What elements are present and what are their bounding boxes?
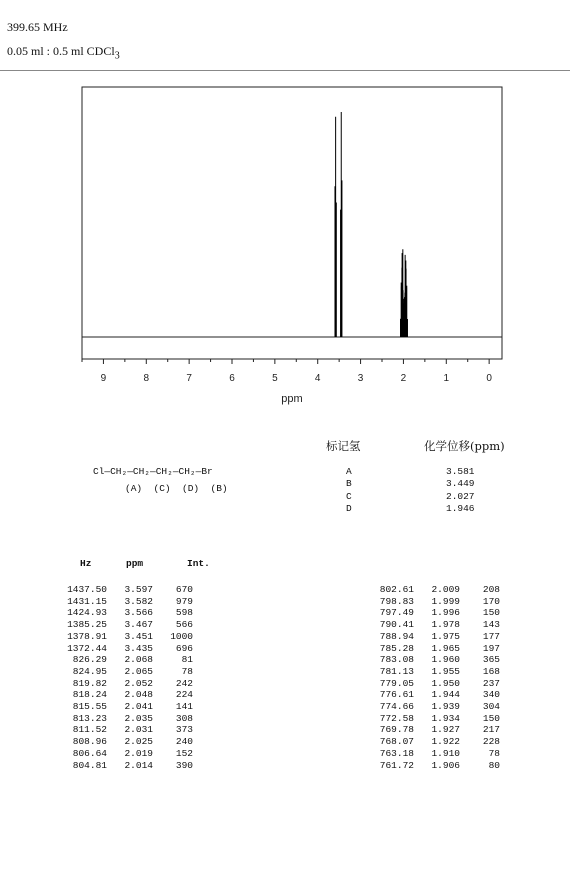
- col-header-int: Int.: [187, 558, 210, 569]
- nmr-spectrum-chart: [0, 0, 570, 420]
- peak-int: 304: [482, 701, 500, 713]
- peak-row: [50, 619, 193, 631]
- peak-hz: 788.94: [379, 630, 414, 642]
- x-tick-label: 8: [143, 373, 150, 384]
- peak-int: 237: [482, 677, 500, 689]
- x-tick-label: 9: [100, 373, 107, 384]
- spectrum-peaks: [335, 112, 407, 337]
- peak-int: 308: [175, 712, 193, 724]
- peak-hz: 776.61: [379, 689, 414, 701]
- shift-row-value: 1.946: [446, 502, 475, 514]
- peak-ppm: 2.035: [124, 712, 153, 724]
- solvent-subscript: 3: [114, 50, 120, 62]
- peak-row: [357, 654, 500, 666]
- peak-ppm: 2.048: [124, 689, 153, 701]
- peak-int: 152: [175, 747, 193, 759]
- peak-row: [50, 584, 193, 596]
- peak-ppm: 2.068: [124, 654, 153, 666]
- shift-header-label: 标记氢: [326, 439, 361, 453]
- peak-ppm: 1.978: [431, 619, 460, 631]
- peak-row: [50, 631, 193, 643]
- peak-row: [357, 724, 500, 736]
- peak-ppm: 1.939: [431, 701, 460, 713]
- x-tick-labels: [101, 373, 493, 384]
- peak-row: [357, 596, 500, 608]
- peak-int: 598: [175, 607, 193, 619]
- peak-hz: 804.81: [72, 759, 107, 771]
- peak-int: 168: [482, 665, 500, 677]
- peak-list-left: [50, 584, 193, 771]
- peak-ppm: 2.014: [124, 759, 153, 771]
- peak-int: 1000: [170, 630, 193, 642]
- peak-row: [50, 701, 193, 713]
- shift-row-label: D: [346, 502, 352, 514]
- peak-row: [357, 701, 500, 713]
- peak-ppm: 1.955: [431, 665, 460, 677]
- peak-int: 224: [175, 689, 193, 701]
- peak-row: [50, 713, 193, 725]
- peak-hz: 819.82: [72, 677, 107, 689]
- peak-hz: 813.23: [72, 712, 107, 724]
- peak-ppm: 2.041: [124, 701, 153, 713]
- peak-int: 696: [175, 642, 193, 654]
- spectrometer-frequency: 399.65 MHz: [7, 20, 68, 34]
- shift-row-label: B: [346, 478, 352, 490]
- peak-hz: 1385.25: [67, 619, 107, 631]
- peak-int: 242: [175, 677, 193, 689]
- peak-ppm: 1.934: [431, 712, 460, 724]
- peak-hz: 811.52: [72, 724, 107, 736]
- peak-row: [50, 724, 193, 736]
- x-tick-label: 6: [229, 373, 235, 384]
- x-tick-label: 4: [314, 373, 321, 384]
- peak-row: [357, 760, 500, 772]
- peak-int: 197: [482, 642, 500, 654]
- peak-ppm: 3.597: [124, 584, 153, 595]
- peak-hz: 818.24: [72, 689, 107, 701]
- peak-hz: 774.66: [379, 701, 414, 713]
- x-tick-label: 5: [272, 373, 278, 384]
- peak-row: [50, 760, 193, 772]
- col-header-hz: Hz: [80, 558, 92, 569]
- sample-solvent: 0.05 ml : 0.5 ml CDCl: [7, 44, 115, 58]
- x-tick-label: 1: [443, 373, 450, 384]
- peak-hz: 763.18: [379, 747, 414, 759]
- peak-row: [50, 736, 193, 748]
- peak-row: [357, 631, 500, 643]
- peak-row: [50, 654, 193, 666]
- peak-ppm: 1.975: [431, 630, 460, 642]
- peak-row: [357, 689, 500, 701]
- peak-int: 150: [482, 607, 500, 619]
- peak-int: 177: [482, 630, 500, 642]
- x-tick-label: 7: [186, 373, 192, 384]
- peak-row: [357, 666, 500, 678]
- x-tick-label: 3: [357, 373, 364, 384]
- peak-row: [50, 607, 193, 619]
- peak-int: 228: [482, 736, 500, 748]
- peak-row: [357, 607, 500, 619]
- peak-ppm: 2.065: [124, 665, 153, 677]
- peak-int: 81: [181, 654, 193, 666]
- peak-hz: 824.95: [72, 665, 107, 677]
- shift-row-value: 3.581: [446, 466, 475, 477]
- peak-int: 150: [482, 712, 500, 724]
- peak-row: [50, 678, 193, 690]
- peak-row: [50, 689, 193, 701]
- peak-hz: 798.83: [379, 595, 414, 607]
- peak-ppm: 1.996: [431, 607, 460, 619]
- peak-hz: 1424.93: [67, 607, 107, 619]
- plot-frame: [82, 87, 502, 359]
- peak-ppm: 1.965: [431, 642, 460, 654]
- peak-ppm: 1.906: [431, 759, 460, 771]
- peak-hz: 769.78: [379, 724, 414, 736]
- peak-hz: 779.05: [379, 677, 414, 689]
- peak-int: 141: [175, 701, 193, 713]
- molecule-formula: Cl—CH₂—CH₂—CH₂—CH₂—Br: [93, 466, 213, 477]
- peak-row: [50, 596, 193, 608]
- peak-hz: 772.58: [379, 712, 414, 724]
- peak-row: [357, 713, 500, 725]
- peak-int: 78: [181, 665, 193, 677]
- peak-int: 240: [175, 736, 193, 748]
- peak-ppm: 1.960: [431, 654, 460, 666]
- peak-row: [357, 643, 500, 655]
- peak-row: [357, 748, 500, 760]
- peak-row: [357, 584, 500, 596]
- peak-hz: 768.07: [379, 736, 414, 748]
- peak-int: 390: [175, 759, 193, 771]
- peak-row: [50, 643, 193, 655]
- peak-row: [50, 666, 193, 678]
- peak-hz: 815.55: [72, 701, 107, 713]
- molecule-hydrogen-labels: (A) (C) (D) (B): [125, 483, 228, 494]
- peak-int: 143: [482, 619, 500, 631]
- peak-ppm: 1.922: [431, 736, 460, 748]
- shift-row-label: A: [346, 466, 352, 477]
- peak-row: [357, 736, 500, 748]
- peak-hz: 802.61: [379, 584, 414, 595]
- peak-int: 170: [482, 595, 500, 607]
- peak-ppm: 2.025: [124, 736, 153, 748]
- peak-hz: 785.28: [379, 642, 414, 654]
- shift-header-ppm: 化学位移(ppm): [424, 439, 505, 453]
- peak-ppm: 2.009: [431, 584, 460, 595]
- col-header-ppm: ppm: [126, 558, 144, 569]
- peak-hz: 781.13: [379, 665, 414, 677]
- peak-ppm: 1.944: [431, 689, 460, 701]
- peak-ppm: 1.950: [431, 677, 460, 689]
- x-tick-label: 2: [400, 373, 407, 384]
- peak-ppm: 1.927: [431, 724, 460, 736]
- peak-ppm: 3.566: [124, 607, 153, 619]
- peak-hz: 761.72: [379, 759, 414, 771]
- peak-int: 670: [175, 584, 193, 595]
- peak-hz: 1372.44: [67, 642, 107, 654]
- peak-ppm: 2.019: [124, 747, 153, 759]
- peak-ppm: 1.999: [431, 595, 460, 607]
- peak-int: 373: [175, 724, 193, 736]
- peak-ppm: 3.435: [124, 642, 153, 654]
- peak-int: 365: [482, 654, 500, 666]
- peak-int: 78: [488, 747, 500, 759]
- x-axis-label: ppm: [281, 393, 303, 405]
- peak-hz: 826.29: [72, 654, 107, 666]
- peak-int: 80: [488, 759, 500, 771]
- peak-ppm: 3.467: [124, 619, 153, 631]
- peak-hz: 1378.91: [67, 630, 107, 642]
- peak-hz: 790.41: [379, 619, 414, 631]
- peak-hz: 797.49: [379, 607, 414, 619]
- peak-hz: 1437.50: [67, 584, 107, 595]
- peak-hz: 808.96: [72, 736, 107, 748]
- peak-row: [357, 619, 500, 631]
- peak-int: 566: [175, 619, 193, 631]
- peak-ppm: 2.031: [124, 724, 153, 736]
- peak-ppm: 1.910: [431, 747, 460, 759]
- peak-int: 340: [482, 689, 500, 701]
- peak-hz: 806.64: [72, 747, 107, 759]
- peak-int: 979: [175, 595, 193, 607]
- shift-row-value: 3.449: [446, 478, 475, 490]
- peak-int: 217: [482, 724, 500, 736]
- peak-ppm: 3.582: [124, 595, 153, 607]
- peak-int: 208: [482, 584, 500, 595]
- peak-row: [50, 748, 193, 760]
- shift-row-value: 2.027: [446, 490, 475, 502]
- peak-list-right: [357, 584, 500, 771]
- peak-hz: 783.08: [379, 654, 414, 666]
- peak-ppm: 3.451: [124, 630, 153, 642]
- peak-hz: 1431.15: [67, 595, 107, 607]
- x-tick-label: 0: [486, 373, 492, 384]
- peak-ppm: 2.052: [124, 677, 153, 689]
- peak-row: [357, 678, 500, 690]
- shift-row-label: C: [346, 490, 352, 502]
